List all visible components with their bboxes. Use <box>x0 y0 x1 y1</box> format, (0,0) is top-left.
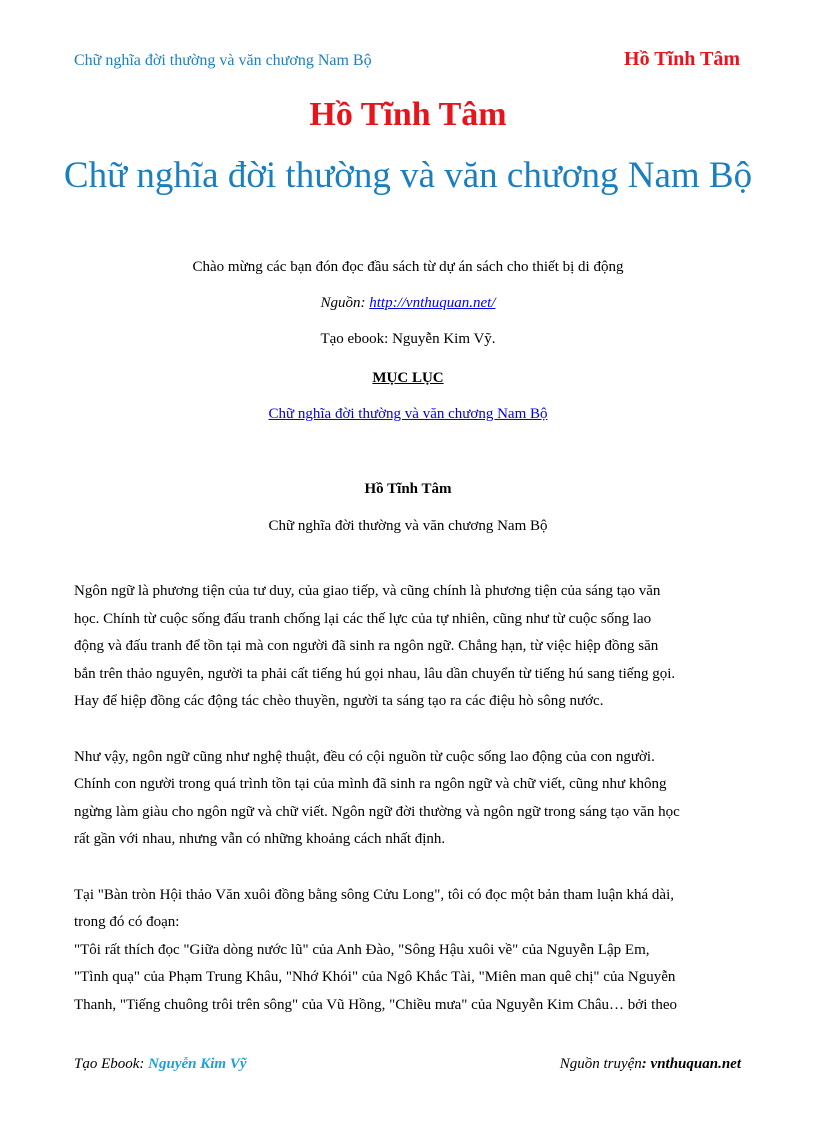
footer-creator <box>74 1056 247 1073</box>
footer-source-site: vnthuquan.net <box>650 1056 741 1072</box>
text-line: bắn trên thảo nguyên, người ta phải cất tiếng hú gọi nhau, lâu dần chuyển từ tiếng hú sang tiếng gọi. <box>74 665 676 682</box>
header-book-title: Chữ nghĩa đời thường và văn chương Nam Bộ <box>74 52 372 69</box>
footer-creator-label: Tạo Ebook <box>74 1056 140 1072</box>
text-line: Ngôn ngữ là phương tiện của tư duy, của giao tiếp, và cũng chính là phương tiện của sáng tạo văn <box>74 583 661 599</box>
ebook-creator: Tạo ebook: Nguyễn Kim Vỹ. <box>320 331 496 347</box>
page-title-book: Chữ nghĩa đời thường và văn chương Nam Bộ <box>63 155 753 196</box>
text-line: Như vậy, ngôn ngữ cũng như nghệ thuật, đều có cội nguồn từ cuộc sống lao động của con người. <box>74 748 655 765</box>
welcome-text: Chào mừng các bạn đón đọc đầu sách từ dự án sách cho thiết bị di động <box>192 259 624 275</box>
toc-heading: MỤC LỤC <box>372 370 444 386</box>
page-title-author: Hồ Tĩnh Tâm <box>309 96 507 133</box>
paragraph <box>74 744 744 854</box>
text-line: học. Chính từ cuộc sống đấu tranh chống lại các thế lực của tự nhiên, cũng như từ cuộc sống lao <box>74 610 652 627</box>
source-label: Nguồn: <box>320 295 370 311</box>
source-line <box>0 295 816 312</box>
footer-source-label: Nguồn truyện <box>559 1056 642 1072</box>
text-line: Chính con người trong quá trình tồn tại của mình đã sinh ra ngôn ngữ và chữ viết, cũng như không <box>74 776 667 792</box>
text-line: ngừng làm giàu cho ngôn ngữ và chữ viết. Ngôn ngữ đời thường và ngôn ngữ trong sáng tạo văn học <box>74 803 680 820</box>
text-line: Tại "Bàn tròn Hội thảo Văn xuôi đồng bằng sông Cửu Long", tôi có đọc một bản tham luận khá dài, <box>74 886 675 903</box>
text-line: "Tình quạ" của Phạm Trung Khâu, "Nhớ Khói" của Ngô Khắc Tài, "Miên man quê chị" của Nguyễn <box>74 969 676 985</box>
chapter-title: Chữ nghĩa đời thường và văn chương Nam Bộ <box>268 518 548 534</box>
text-line: rất gần với nhau, nhưng vẫn có những khoảng cách nhất định. <box>74 831 446 847</box>
paragraph <box>74 578 744 716</box>
text-line: Hay để hiệp đồng các động tác chèo thuyền, người ta sáng tạo ra các điệu hò sông nước. <box>74 693 604 709</box>
header-author: Hồ Tĩnh Tâm <box>624 48 740 70</box>
text-line: "Tôi rất thích đọc "Giữa dòng nước lũ" của Anh Đào, "Sông Hậu xuôi về" của Nguyễn Lập Em, <box>74 941 650 958</box>
paragraph <box>74 882 744 1020</box>
footer-source-sep: : <box>641 1056 651 1072</box>
text-line: trong đó có đoạn: <box>74 914 180 930</box>
text-line: Thanh, "Tiếng chuông trôi trên sông" của Vũ Hồng, "Chiều mưa" của Nguyễn Kim Châu… bởi theo <box>74 996 677 1013</box>
footer-source <box>560 1056 741 1073</box>
footer-creator-name: Nguyễn Kim Vỹ <box>148 1056 247 1072</box>
chapter-body <box>74 578 744 1047</box>
text-line: động và đấu tranh để tồn tại mà con người đã sinh ra ngôn ngữ. Chẳng hạn, từ việc hiệp đồng săn <box>74 638 659 654</box>
source-link[interactable]: http://vnthuquan.net/ <box>369 295 496 311</box>
footer-creator-sep: : <box>139 1056 149 1072</box>
toc-link-chapter-1[interactable]: Chữ nghĩa đời thường và văn chương Nam Bộ <box>268 406 548 422</box>
chapter-author: Hồ Tĩnh Tâm <box>364 481 452 497</box>
